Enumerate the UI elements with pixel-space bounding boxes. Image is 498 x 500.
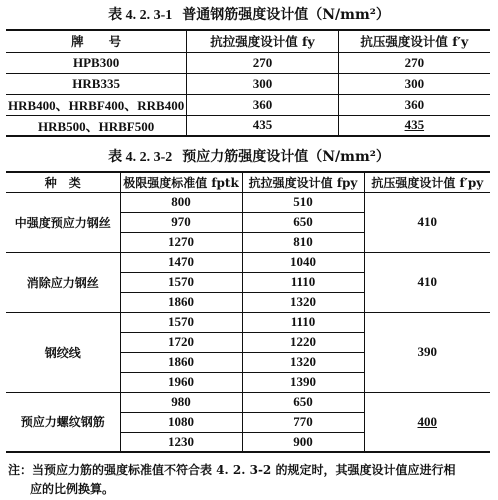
compressive-cell: 410 — [364, 252, 490, 312]
fptk-cell: 1720 — [120, 332, 242, 352]
tensile-cell: 435 — [187, 115, 338, 136]
table-row — [6, 115, 490, 136]
fpy-cell: 510 — [242, 192, 364, 212]
fpy-cell: 1110 — [242, 272, 364, 292]
table-row — [6, 192, 490, 212]
compressive-cell: 360 — [338, 94, 490, 115]
fptk-cell: 1080 — [120, 412, 242, 432]
table1-title — [0, 4, 498, 24]
table2-header-row — [6, 172, 490, 192]
compressive-cell: 410 — [364, 192, 490, 252]
fptk-cell: 980 — [120, 392, 242, 412]
note-line-2: 应的比例换算。 — [30, 482, 115, 496]
fpy-cell: 1220 — [242, 332, 364, 352]
fpy-cell: 770 — [242, 412, 364, 432]
type-cell: 钢绞线 — [6, 312, 120, 392]
compressive-cell: 435 — [338, 115, 490, 136]
compressive-cell: 390 — [364, 312, 490, 392]
table-row — [6, 312, 490, 332]
table2-header-fpy-compressive: 抗压强度设计值 f′py — [364, 172, 490, 192]
tensile-cell: 300 — [187, 73, 338, 94]
table-row — [6, 73, 490, 94]
table1-header-row — [6, 30, 490, 52]
fpy-cell: 810 — [242, 232, 364, 252]
table2-caption: 预应力筋强度设计值（N/mm²） — [182, 149, 390, 165]
table-row — [6, 94, 490, 115]
fpy-cell: 900 — [242, 432, 364, 452]
table2-header-type: 种 类 — [6, 172, 120, 192]
table1-caption: 普通钢筋强度设计值（N/mm²） — [182, 7, 390, 23]
grade-cell: HRB500、HRBF500 — [6, 115, 187, 136]
rebar-strength-table — [6, 29, 490, 137]
table2-header-fpy: 抗拉强度设计值 fpy — [242, 172, 364, 192]
tensile-cell: 270 — [187, 52, 338, 73]
type-cell: 消除应力钢丝 — [6, 252, 120, 312]
fpy-cell: 1320 — [242, 292, 364, 312]
note-line-1: 注：当预应力筋的强度标准值不符合表 4. 2. 3-2 的规定时，其强度设计值应进行相 — [8, 463, 456, 477]
table-row — [6, 392, 490, 412]
fptk-cell: 1860 — [120, 352, 242, 372]
fptk-cell: 1960 — [120, 372, 242, 392]
fpy-cell: 650 — [242, 392, 364, 412]
grade-cell: HRB335 — [6, 73, 187, 94]
type-cell: 预应力螺纹钢筋 — [6, 392, 120, 452]
compressive-cell: 300 — [338, 73, 490, 94]
fpy-cell: 650 — [242, 212, 364, 232]
fptk-cell: 1270 — [120, 232, 242, 252]
compressive-cell: 270 — [338, 52, 490, 73]
table1-number: 表 4. 2. 3-1 — [108, 8, 173, 23]
tensile-cell: 360 — [187, 94, 338, 115]
table2-header-fptk: 极限强度标准值 fptk — [120, 172, 242, 192]
grade-cell: HPB300 — [6, 52, 187, 73]
table1-header-grade: 牌 号 — [6, 30, 187, 52]
fpy-cell: 1320 — [242, 352, 364, 372]
table-row — [6, 52, 490, 73]
table1-header-tensile: 抗拉强度设计值 fy — [187, 30, 338, 52]
table-row — [6, 252, 490, 272]
table2-number: 表 4. 2. 3-2 — [108, 150, 173, 165]
fptk-cell: 1860 — [120, 292, 242, 312]
fptk-cell: 1470 — [120, 252, 242, 272]
fptk-cell: 1570 — [120, 312, 242, 332]
table2-title — [0, 146, 498, 166]
fpy-cell: 1390 — [242, 372, 364, 392]
prestress-strength-table — [6, 171, 490, 453]
compressive-cell: 400 — [364, 392, 490, 452]
fptk-cell: 800 — [120, 192, 242, 212]
fpy-cell: 1040 — [242, 252, 364, 272]
fptk-cell: 1570 — [120, 272, 242, 292]
fptk-cell: 970 — [120, 212, 242, 232]
type-cell: 中强度预应力钢丝 — [6, 192, 120, 252]
table1-header-compressive: 抗压强度设计值 f′y — [338, 30, 490, 52]
table-note — [8, 461, 490, 499]
fptk-cell: 1230 — [120, 432, 242, 452]
fpy-cell: 1110 — [242, 312, 364, 332]
grade-cell: HRB400、HRBF400、RRB400 — [6, 94, 187, 115]
